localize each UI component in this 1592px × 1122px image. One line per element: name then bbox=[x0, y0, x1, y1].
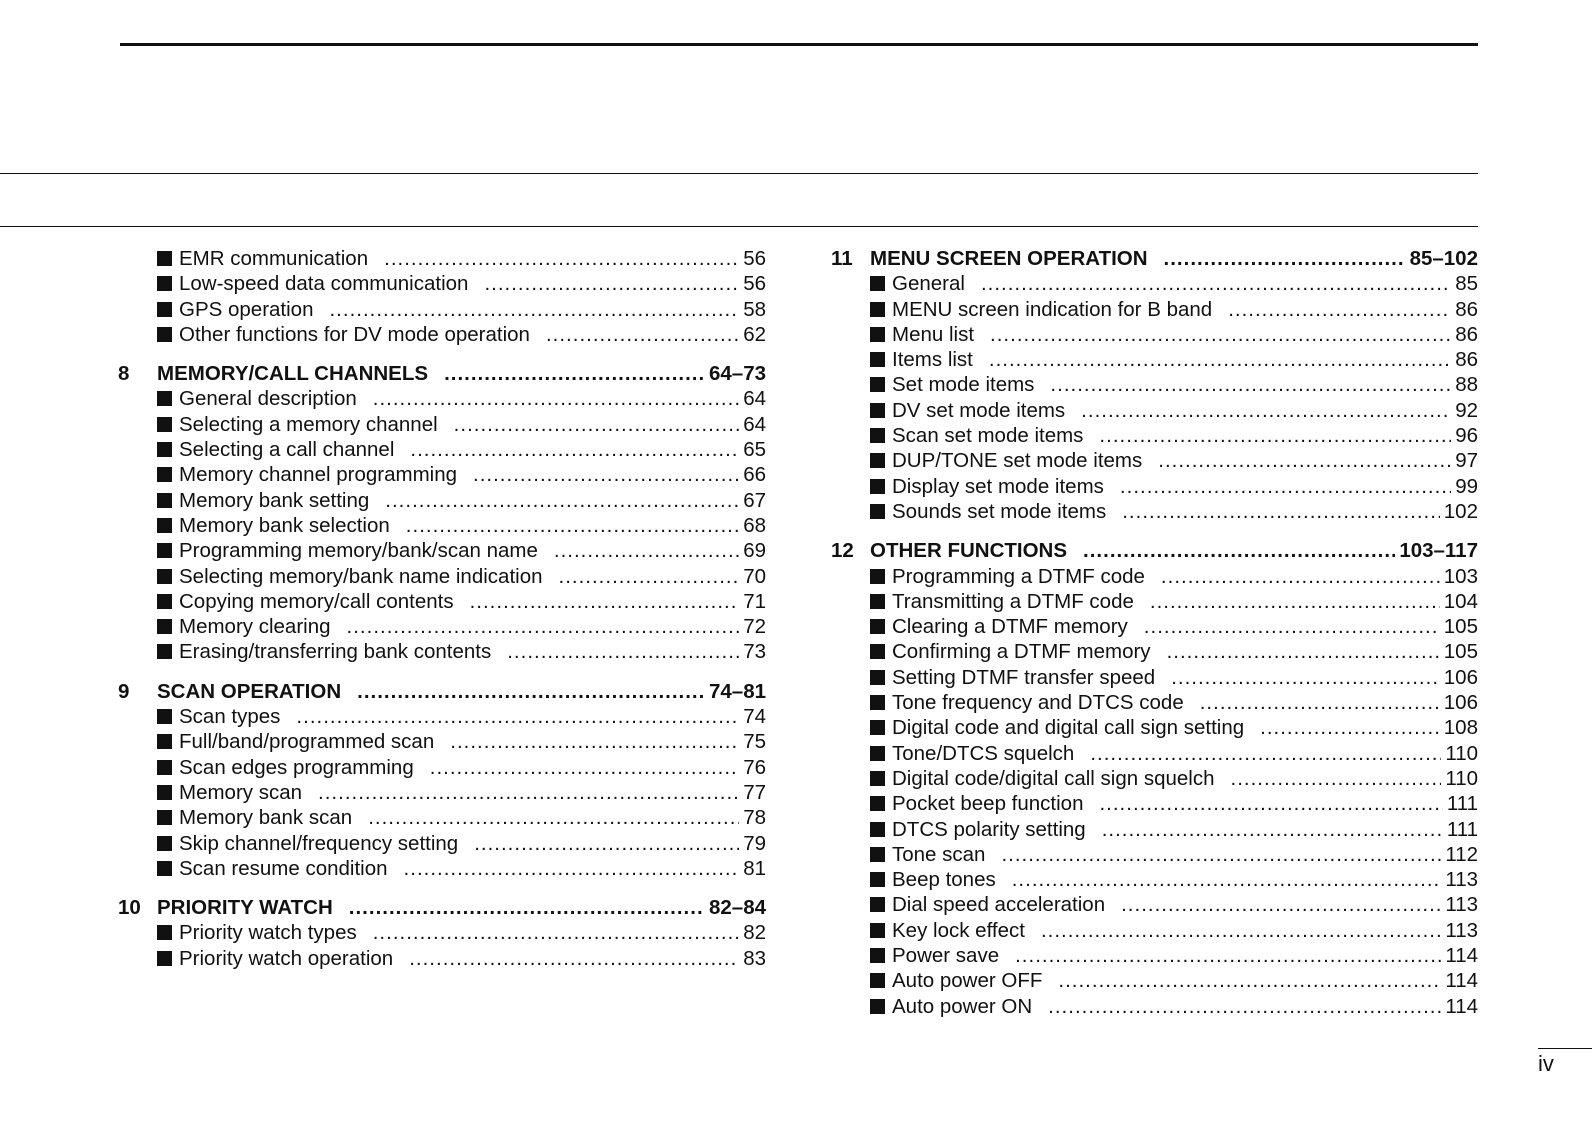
dot-leader bbox=[404, 856, 740, 881]
square-bullet-icon bbox=[870, 594, 885, 609]
toc-entry[interactable] bbox=[118, 729, 766, 754]
entry-title: Copying memory/call contents bbox=[179, 589, 454, 613]
dot-leader bbox=[347, 614, 740, 639]
toc-entry[interactable] bbox=[831, 474, 1478, 499]
dot-leader bbox=[329, 297, 739, 322]
dot-leader bbox=[1058, 968, 1441, 993]
chapter-pages: 82–84 bbox=[708, 896, 766, 920]
entry-title: Memory bank selection bbox=[179, 513, 390, 537]
dot-leader bbox=[1099, 791, 1442, 816]
entry-title: Low-speed data communication bbox=[179, 272, 469, 296]
chapter-pages: 85–102 bbox=[1409, 247, 1478, 270]
toc-chapter bbox=[118, 895, 766, 971]
square-bullet-icon bbox=[157, 785, 172, 800]
dot-leader bbox=[1200, 690, 1440, 715]
toc-entry[interactable] bbox=[831, 398, 1478, 423]
entry-page: 113 bbox=[1445, 893, 1478, 917]
dot-leader bbox=[559, 564, 740, 589]
dot-leader bbox=[1231, 766, 1442, 791]
square-bullet-icon bbox=[157, 810, 172, 825]
toc-entry[interactable] bbox=[118, 614, 766, 639]
entry-page: 69 bbox=[743, 539, 766, 563]
entry-title: GPS operation bbox=[179, 297, 314, 321]
dot-leader bbox=[373, 920, 739, 945]
entry-title: Auto power OFF bbox=[892, 969, 1043, 993]
entry-page: 56 bbox=[743, 247, 766, 270]
dot-leader bbox=[1144, 614, 1440, 639]
toc-chapter bbox=[118, 246, 766, 347]
square-bullet-icon bbox=[157, 327, 172, 342]
entry-title: General bbox=[892, 272, 965, 296]
toc-right-column bbox=[831, 246, 1478, 1033]
square-bullet-icon bbox=[157, 734, 172, 749]
entry-title: Memory bank scan bbox=[179, 806, 353, 830]
entry-title: Erasing/transferring bank contents bbox=[179, 640, 492, 664]
toc-chapter bbox=[831, 246, 1478, 524]
entry-title: Memory clearing bbox=[179, 615, 331, 639]
entry-page: 86 bbox=[1455, 348, 1478, 372]
entry-page: 75 bbox=[743, 730, 766, 754]
entry-page: 113 bbox=[1445, 918, 1478, 942]
dot-leader bbox=[1158, 448, 1451, 473]
toc-chapter bbox=[831, 538, 1478, 1019]
square-bullet-icon bbox=[157, 709, 172, 724]
square-bullet-icon bbox=[870, 327, 885, 342]
toc-entry[interactable] bbox=[831, 347, 1478, 372]
chapter-heading[interactable] bbox=[118, 361, 766, 386]
square-bullet-icon bbox=[157, 644, 172, 659]
toc-entry[interactable] bbox=[831, 867, 1478, 892]
dot-leader bbox=[409, 946, 739, 971]
square-bullet-icon bbox=[870, 302, 885, 317]
square-bullet-icon bbox=[870, 746, 885, 761]
square-bullet-icon bbox=[157, 925, 172, 940]
dot-leader bbox=[296, 704, 739, 729]
entry-page: 88 bbox=[1455, 373, 1478, 397]
chapter-number: 12 bbox=[831, 539, 854, 563]
toc-entry[interactable] bbox=[831, 297, 1478, 322]
toc-entry[interactable] bbox=[831, 423, 1478, 448]
section-rule-lower bbox=[0, 226, 1478, 227]
toc-entry[interactable] bbox=[118, 639, 766, 664]
dot-leader bbox=[1122, 499, 1440, 524]
dot-leader bbox=[1164, 246, 1406, 271]
entry-page: 106 bbox=[1443, 691, 1478, 715]
entry-title: Transmitting a DTMF code bbox=[892, 589, 1134, 613]
toc-entry[interactable] bbox=[831, 271, 1478, 296]
toc-entry[interactable] bbox=[118, 386, 766, 411]
toc-entry[interactable] bbox=[118, 488, 766, 513]
toc-entry[interactable] bbox=[831, 448, 1478, 473]
toc-entry[interactable] bbox=[118, 538, 766, 563]
entry-page: 81 bbox=[743, 856, 766, 880]
entry-title: Scan resume condition bbox=[179, 856, 388, 880]
entry-title: Sounds set mode items bbox=[892, 499, 1107, 523]
entry-page: 65 bbox=[743, 438, 766, 462]
dot-leader bbox=[373, 386, 739, 411]
toc-entry[interactable] bbox=[831, 817, 1478, 842]
square-bullet-icon bbox=[157, 951, 172, 966]
entry-page: 114 bbox=[1445, 944, 1478, 968]
chapter-title: SCAN OPERATION bbox=[157, 679, 342, 703]
entry-title: Dial speed acceleration bbox=[892, 893, 1106, 917]
entry-title: Tone/DTCS squelch bbox=[892, 741, 1075, 765]
toc-entry[interactable] bbox=[831, 943, 1478, 968]
dot-leader bbox=[454, 412, 740, 437]
dot-leader bbox=[1167, 639, 1440, 664]
toc-entry[interactable] bbox=[118, 831, 766, 856]
entry-page: 71 bbox=[743, 589, 766, 613]
dot-leader bbox=[1120, 474, 1451, 499]
entry-page: 56 bbox=[743, 272, 766, 296]
square-bullet-icon bbox=[870, 872, 885, 887]
square-bullet-icon bbox=[157, 302, 172, 317]
entry-page: 62 bbox=[743, 322, 766, 346]
square-bullet-icon bbox=[870, 453, 885, 468]
chapter-heading[interactable] bbox=[118, 679, 766, 704]
dot-leader bbox=[1171, 665, 1440, 690]
square-bullet-icon bbox=[870, 999, 885, 1014]
toc-entry[interactable] bbox=[118, 412, 766, 437]
chapter-heading[interactable] bbox=[831, 246, 1478, 271]
toc-entry[interactable] bbox=[831, 322, 1478, 347]
square-bullet-icon bbox=[870, 504, 885, 519]
square-bullet-icon bbox=[870, 352, 885, 367]
dot-leader bbox=[1050, 372, 1451, 397]
chapter-heading[interactable] bbox=[831, 538, 1478, 563]
toc-entry[interactable] bbox=[118, 589, 766, 614]
entry-page: 85 bbox=[1455, 272, 1478, 296]
entry-page: 66 bbox=[743, 463, 766, 487]
square-bullet-icon bbox=[157, 276, 172, 291]
square-bullet-icon bbox=[870, 695, 885, 710]
entry-page: 103 bbox=[1443, 564, 1478, 588]
entry-page: 64 bbox=[743, 387, 766, 411]
entry-title: Selecting a memory channel bbox=[179, 412, 438, 436]
entry-title: Power save bbox=[892, 944, 1000, 968]
entry-title: Skip channel/frequency setting bbox=[179, 831, 459, 855]
entry-title: Menu list bbox=[892, 322, 975, 346]
dot-leader bbox=[406, 513, 739, 538]
dot-leader bbox=[473, 462, 739, 487]
entry-page: 97 bbox=[1455, 449, 1478, 473]
dot-leader bbox=[1048, 994, 1441, 1019]
square-bullet-icon bbox=[157, 543, 172, 558]
toc-entry[interactable] bbox=[831, 968, 1478, 993]
entry-title: Display set mode items bbox=[892, 474, 1104, 498]
dot-leader bbox=[384, 246, 739, 271]
square-bullet-icon bbox=[157, 861, 172, 876]
square-bullet-icon bbox=[870, 569, 885, 584]
dot-leader bbox=[1121, 892, 1441, 917]
entry-title: MENU screen indication for B band bbox=[892, 297, 1213, 321]
entry-page: 99 bbox=[1455, 474, 1478, 498]
toc-entry[interactable] bbox=[118, 322, 766, 347]
chapter-title: MEMORY/CALL CHANNELS bbox=[157, 362, 429, 386]
chapter-title: MENU SCREEN OPERATION bbox=[870, 247, 1148, 270]
entry-page: 104 bbox=[1443, 589, 1478, 613]
dot-leader bbox=[1041, 918, 1441, 943]
entry-title: Pocket beep function bbox=[892, 792, 1084, 816]
square-bullet-icon bbox=[870, 619, 885, 634]
toc-entry[interactable] bbox=[118, 462, 766, 487]
entry-title: EMR communication bbox=[179, 247, 369, 270]
dot-leader bbox=[1099, 423, 1451, 448]
toc-entry[interactable] bbox=[118, 513, 766, 538]
dot-leader bbox=[981, 271, 1451, 296]
entry-title: Auto power ON bbox=[892, 994, 1033, 1018]
dot-leader bbox=[554, 538, 739, 563]
dot-leader bbox=[385, 488, 739, 513]
toc-entry[interactable] bbox=[831, 614, 1478, 639]
square-bullet-icon bbox=[870, 923, 885, 938]
chapter-title: OTHER FUNCTIONS bbox=[870, 539, 1068, 563]
dot-leader bbox=[1260, 715, 1440, 740]
square-bullet-icon bbox=[870, 276, 885, 291]
dot-leader bbox=[484, 271, 739, 296]
entry-title: Digital code and digital call sign setting bbox=[892, 716, 1245, 740]
header-rule bbox=[120, 43, 1478, 46]
toc-entry[interactable] bbox=[831, 564, 1478, 589]
toc-entry[interactable] bbox=[831, 499, 1478, 524]
toc-entry[interactable] bbox=[118, 437, 766, 462]
section-rule-upper bbox=[0, 173, 1478, 174]
square-bullet-icon bbox=[870, 479, 885, 494]
entry-title: Selecting memory/bank name indication bbox=[179, 564, 543, 588]
dot-leader bbox=[990, 322, 1451, 347]
entry-title: Priority watch types bbox=[179, 921, 357, 945]
entry-page: 113 bbox=[1445, 868, 1478, 892]
square-bullet-icon bbox=[157, 493, 172, 508]
entry-title: Scan types bbox=[179, 705, 281, 729]
toc-entry[interactable] bbox=[118, 946, 766, 971]
entry-title: Memory channel programming bbox=[179, 463, 458, 487]
dot-leader bbox=[1102, 817, 1443, 842]
dot-leader bbox=[474, 831, 739, 856]
square-bullet-icon bbox=[870, 847, 885, 862]
square-bullet-icon bbox=[870, 973, 885, 988]
entry-title: General description bbox=[179, 387, 357, 411]
entry-page: 96 bbox=[1455, 424, 1478, 448]
entry-page: 83 bbox=[743, 946, 766, 970]
page-number: iv bbox=[1538, 1051, 1554, 1076]
toc-entry[interactable] bbox=[831, 842, 1478, 867]
dot-leader bbox=[989, 347, 1451, 372]
chapter-number: 11 bbox=[831, 247, 853, 270]
chapter-number: 10 bbox=[118, 896, 141, 920]
square-bullet-icon bbox=[870, 897, 885, 912]
square-bullet-icon bbox=[157, 836, 172, 851]
entry-title: Tone scan bbox=[892, 842, 986, 866]
entry-title: Clearing a DTMF memory bbox=[892, 615, 1128, 639]
dot-leader bbox=[357, 679, 705, 704]
entry-page: 58 bbox=[743, 297, 766, 321]
entry-page: 70 bbox=[743, 564, 766, 588]
dot-leader bbox=[1083, 538, 1395, 563]
entry-title: Digital code/digital call sign squelch bbox=[892, 766, 1215, 790]
entry-title: Key lock effect bbox=[892, 918, 1025, 942]
entry-title: DV set mode items bbox=[892, 398, 1066, 422]
entry-title: Beep tones bbox=[892, 868, 996, 892]
entry-title: Programming memory/bank/scan name bbox=[179, 539, 538, 563]
entry-page: 114 bbox=[1445, 994, 1478, 1018]
dot-leader bbox=[450, 729, 739, 754]
dot-leader bbox=[318, 780, 739, 805]
toc-entry[interactable] bbox=[831, 994, 1478, 1019]
chapter-heading[interactable] bbox=[118, 895, 766, 920]
entry-title: Tone frequency and DTCS code bbox=[892, 691, 1184, 715]
entry-title: Set mode items bbox=[892, 373, 1035, 397]
chapter-pages: 74–81 bbox=[708, 679, 766, 703]
entry-page: 105 bbox=[1443, 615, 1478, 639]
dot-leader bbox=[470, 589, 740, 614]
entry-title: Other functions for DV mode operation bbox=[179, 322, 530, 346]
toc-entry[interactable] bbox=[831, 665, 1478, 690]
entry-title: Setting DTMF transfer speed bbox=[892, 665, 1156, 689]
entry-page: 79 bbox=[743, 831, 766, 855]
entry-title: Scan edges programming bbox=[179, 755, 414, 779]
chapter-pages: 64–73 bbox=[708, 362, 766, 386]
toc-entry[interactable] bbox=[831, 892, 1478, 917]
entry-page: 110 bbox=[1445, 766, 1478, 790]
entry-page: 82 bbox=[743, 921, 766, 945]
toc-entry[interactable] bbox=[831, 741, 1478, 766]
chapter-pages: 103–117 bbox=[1399, 539, 1478, 563]
square-bullet-icon bbox=[870, 670, 885, 685]
dot-leader bbox=[546, 322, 739, 347]
entry-page: 74 bbox=[743, 705, 766, 729]
toc-entry[interactable] bbox=[118, 271, 766, 296]
entry-page: 72 bbox=[743, 615, 766, 639]
square-bullet-icon bbox=[870, 428, 885, 443]
entry-title: Confirming a DTMF memory bbox=[892, 640, 1151, 664]
entry-page: 73 bbox=[743, 640, 766, 664]
square-bullet-icon bbox=[870, 771, 885, 786]
entry-page: 64 bbox=[743, 412, 766, 436]
toc-entry[interactable] bbox=[831, 690, 1478, 715]
toc-entry[interactable] bbox=[831, 918, 1478, 943]
dot-leader bbox=[1012, 867, 1442, 892]
entry-title: Scan set mode items bbox=[892, 424, 1084, 448]
toc-entry[interactable] bbox=[118, 246, 766, 271]
square-bullet-icon bbox=[870, 377, 885, 392]
entry-title: Memory bank setting bbox=[179, 488, 370, 512]
square-bullet-icon bbox=[157, 467, 172, 482]
toc-chapter bbox=[118, 679, 766, 881]
entry-page: 108 bbox=[1443, 716, 1478, 740]
toc-entry[interactable] bbox=[118, 755, 766, 780]
toc-entry[interactable] bbox=[831, 639, 1478, 664]
folio-rule bbox=[1538, 1048, 1592, 1049]
toc-entry[interactable] bbox=[118, 805, 766, 830]
entry-page: 111 bbox=[1446, 792, 1478, 816]
toc-entry[interactable] bbox=[118, 564, 766, 589]
dot-leader bbox=[1001, 842, 1441, 867]
entry-page: 77 bbox=[743, 780, 766, 804]
chapter-number: 9 bbox=[118, 679, 130, 703]
entry-page: 86 bbox=[1455, 297, 1478, 321]
square-bullet-icon bbox=[157, 251, 172, 266]
entry-page: 112 bbox=[1445, 842, 1478, 866]
toc-entry[interactable] bbox=[118, 780, 766, 805]
entry-title: DTCS polarity setting bbox=[892, 817, 1086, 841]
entry-page: 102 bbox=[1443, 499, 1478, 523]
entry-title: Programming a DTMF code bbox=[892, 564, 1145, 588]
entry-page: 76 bbox=[743, 755, 766, 779]
square-bullet-icon bbox=[157, 760, 172, 775]
entry-page: 110 bbox=[1445, 741, 1478, 765]
toc-entry[interactable] bbox=[831, 791, 1478, 816]
entry-page: 78 bbox=[743, 806, 766, 830]
entry-title: Full/band/programmed scan bbox=[179, 730, 435, 754]
entry-page: 68 bbox=[743, 513, 766, 537]
toc-entry[interactable] bbox=[831, 589, 1478, 614]
dot-leader bbox=[444, 361, 705, 386]
square-bullet-icon bbox=[157, 417, 172, 432]
dot-leader bbox=[349, 895, 705, 920]
toc-entry[interactable] bbox=[118, 920, 766, 945]
dot-leader bbox=[1081, 398, 1451, 423]
entry-page: 105 bbox=[1443, 640, 1478, 664]
square-bullet-icon bbox=[870, 948, 885, 963]
toc-entry[interactable] bbox=[831, 715, 1478, 740]
dot-leader bbox=[1161, 564, 1440, 589]
square-bullet-icon bbox=[157, 518, 172, 533]
chapter-title: PRIORITY WATCH bbox=[157, 896, 333, 920]
entry-page: 106 bbox=[1443, 665, 1478, 689]
square-bullet-icon bbox=[157, 442, 172, 457]
square-bullet-icon bbox=[157, 594, 172, 609]
entry-page: 111 bbox=[1446, 817, 1478, 841]
square-bullet-icon bbox=[870, 796, 885, 811]
entry-page: 67 bbox=[743, 488, 766, 512]
dot-leader bbox=[1150, 589, 1440, 614]
toc-entry[interactable] bbox=[831, 372, 1478, 397]
entry-page: 92 bbox=[1455, 398, 1478, 422]
toc-entry[interactable] bbox=[118, 704, 766, 729]
dot-leader bbox=[507, 639, 739, 664]
toc-chapter bbox=[118, 361, 766, 665]
dot-leader bbox=[1015, 943, 1441, 968]
entry-title: DUP/TONE set mode items bbox=[892, 449, 1143, 473]
dot-leader bbox=[1090, 741, 1441, 766]
square-bullet-icon bbox=[157, 569, 172, 584]
entry-title: Selecting a call channel bbox=[179, 438, 395, 462]
toc-left-column bbox=[118, 246, 766, 985]
entry-title: Items list bbox=[892, 348, 973, 372]
square-bullet-icon bbox=[157, 391, 172, 406]
toc-entry[interactable] bbox=[831, 766, 1478, 791]
dot-leader bbox=[410, 437, 739, 462]
square-bullet-icon bbox=[870, 822, 885, 837]
entry-title: Priority watch operation bbox=[179, 946, 394, 970]
entry-page: 114 bbox=[1445, 969, 1478, 993]
square-bullet-icon bbox=[870, 644, 885, 659]
dot-leader bbox=[430, 755, 739, 780]
toc-entry[interactable] bbox=[118, 856, 766, 881]
square-bullet-icon bbox=[157, 619, 172, 634]
square-bullet-icon bbox=[870, 403, 885, 418]
toc-entry[interactable] bbox=[118, 297, 766, 322]
dot-leader bbox=[1228, 297, 1451, 322]
square-bullet-icon bbox=[870, 720, 885, 735]
entry-page: 86 bbox=[1455, 322, 1478, 346]
chapter-number: 8 bbox=[118, 362, 130, 386]
dot-leader bbox=[368, 805, 739, 830]
entry-title: Memory scan bbox=[179, 780, 303, 804]
